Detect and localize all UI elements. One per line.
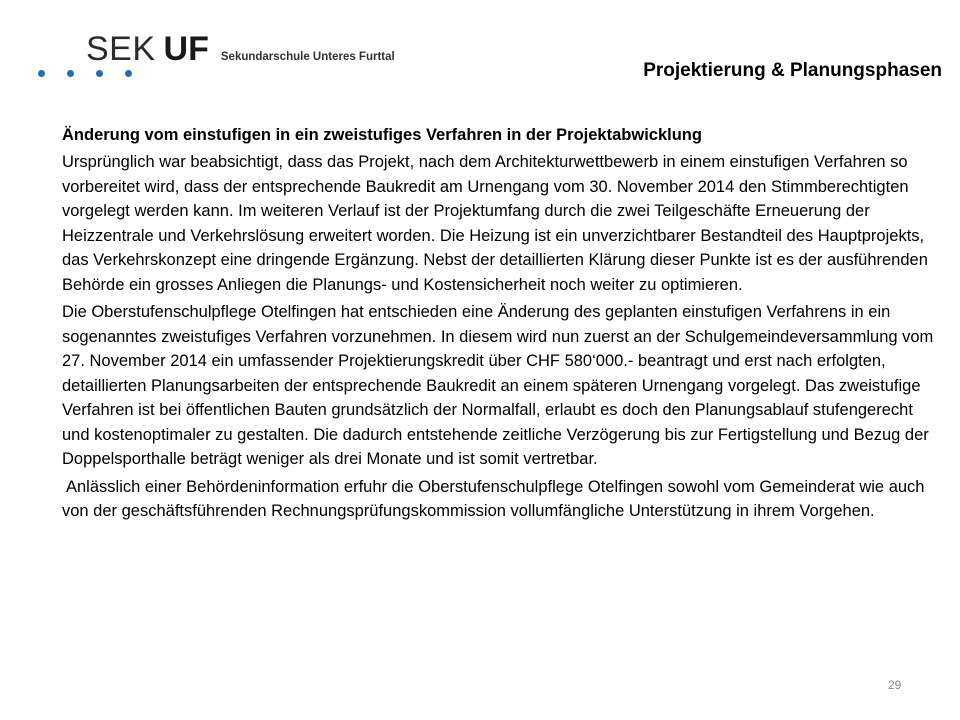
dot-icon [38, 70, 45, 77]
section-heading: Änderung vom einstufigen in ein zweistufiges Verfahren in der Projektabwicklung [62, 126, 702, 144]
logo-subtitle: Sekundarschule Unteres Furttal [220, 51, 395, 63]
paragraph-2: Die Oberstufenschulpflege Otelfingen hat entschieden eine Änderung des geplanten einstufigen Verfahrens in ein sogenanntes zweistufiges Verfahren vorzunehmen. In diesem wird nun zuerst an der Schulgemeindeversammlung vom 27. November 2014 ein umfassender Projektierungskredit über CHF 580‘000.- beantragt und erst nach erfolgten, detaillierten Planungsarbeiten der entsprechende Baukredit an einem späteren Urnengang vorgelegt. Das zweistufige Verfahren ist bei öffentlichen Bauten grundsätzlich der Normalfall, erlaubt es doch den Planungsablauf stufengerecht und kostenoptimaler zu gestalten. Die dadurch entstehende zeitliche Verzögerung bis zur Fertigstellung und Bezug der Doppelsporthalle beträgt weniger als drei Monate und ist somit vertretbar. [62, 303, 934, 468]
dot-icon [96, 70, 103, 77]
logo-uf-text: UF [163, 30, 209, 68]
dot-icon [125, 70, 132, 77]
slide-content [62, 124, 938, 527]
dot-icon [67, 70, 74, 77]
school-logo [86, 30, 395, 70]
logo-dots-decoration [38, 70, 132, 77]
paragraph-3: Anlässlich einer Behördeninformation erfuhr die Oberstufenschulpflege Otelfingen sowohl vom Gemeinderat wie auch von der geschäftsführenden Rechnungsprüfungskommission vollumfängliche Unterstützung in ihrem Vorgehen. [62, 477, 925, 520]
logo-sek-text: SEK [86, 30, 156, 68]
page-title: Projektierung & Planungsphasen [643, 60, 942, 81]
page-number: 29 [888, 678, 902, 692]
paragraph-1: Ursprünglich war beabsichtigt, dass das Projekt, nach dem Architekturwettbewerb in einem einstufigen Verfahren so vorbereitet wird, dass der entsprechende Baukredit am Urnengang vom 30. November 2014 den Stimmberechtigten vorgelegt werden kann. Im weiteren Verlauf ist der Projektumfang durch die zwei Teilgeschäfte Erneuerung der Heizzentrale und Verkehrslösung erweitert worden. Die Heizung ist ein unverzichtbarer Bestandteil des Hauptprojekts, das Verkehrskonzept eine dringende Ergänzung. Nebst der detaillierten Klärung dieser Punkte ist es der ausführenden Behörde ein grosses Anliegen die Planungs- und Kostensicherheit noch weiter zu optimieren. [62, 153, 928, 294]
